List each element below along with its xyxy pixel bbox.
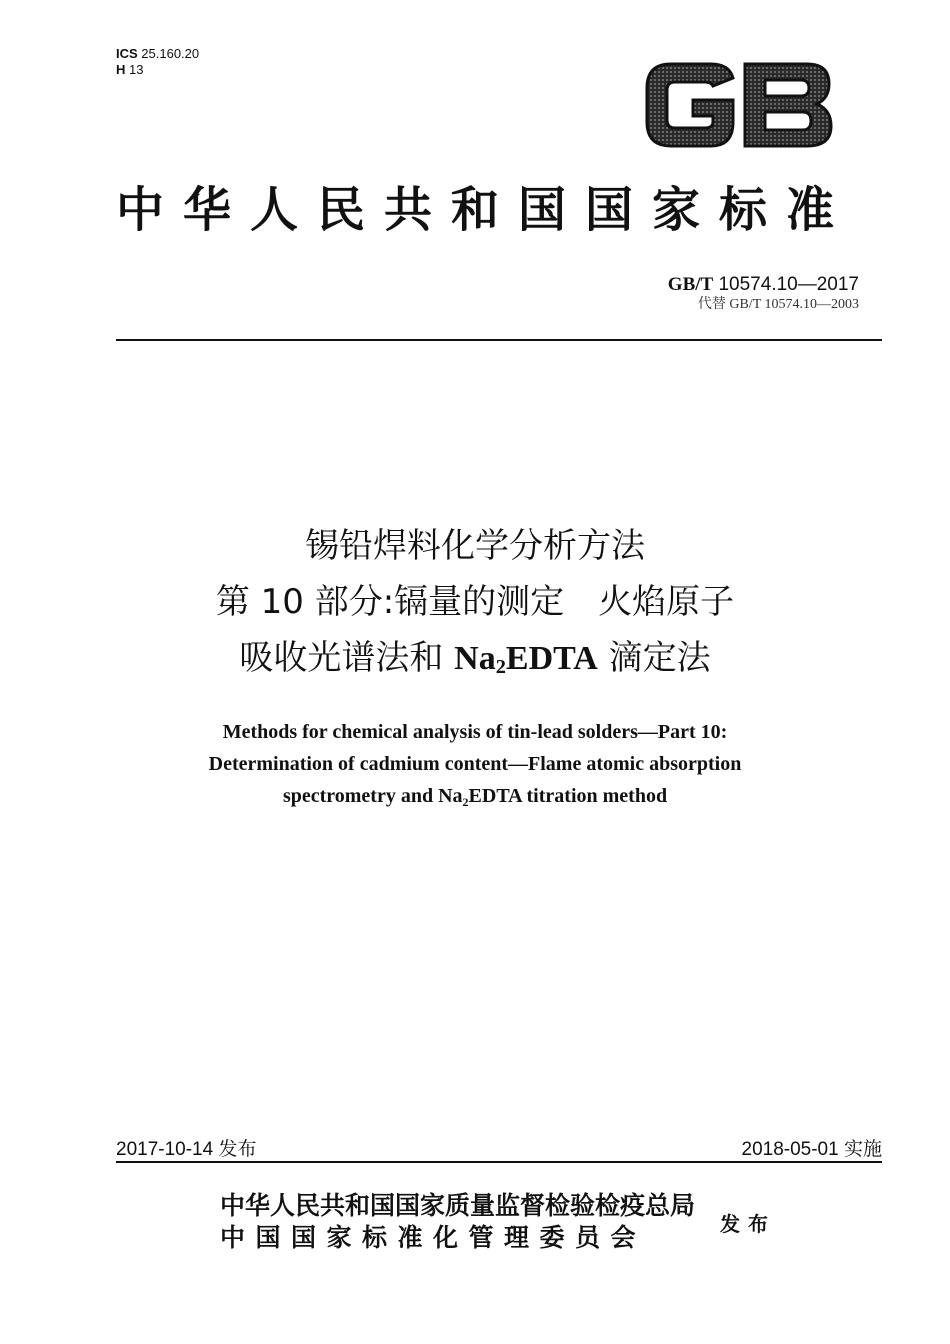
ics-line [116,46,199,62]
standard-number-value: 10574.10—2017 [718,274,859,295]
title-cn-line3 [0,630,950,695]
title-en-line3-pre: spectrometry and Na [282,785,463,807]
issuer-line2: 中国国家标准化管理委员会 [220,1223,647,1252]
issuer-line1: 中华人民共和国国家质量监督检验检疫总局 [220,1191,696,1220]
title-en-line1: Methods for chemical analysis of tin-lead solders—Part 10: [222,721,728,743]
implement-date-value: 2018-05-01 [741,1139,839,1160]
title-cn-line3-post: 滴定法 [597,638,711,678]
divider-top [116,339,882,341]
issue-date-value: 2017-10-14 [116,1139,214,1160]
page-title: 中华人民共和国国家标准 [115,182,853,238]
h-label: H [116,62,126,77]
h-code: 13 [129,62,144,77]
divider-bottom [116,1161,882,1163]
title-cn-sub: 2 [495,656,506,678]
title-english [0,716,950,818]
standard-number [668,274,859,296]
title-en-line2: Determination of cadmium content—Flame atomic absorption [208,753,742,775]
h-line [116,62,199,78]
title-chinese [0,518,950,695]
gb-logo-icon [641,58,835,152]
title-cn-line1: 锡铅焊料化学分析方法 [305,526,645,566]
title-cn-edta: EDTA [505,640,598,677]
title-en-line3-post: EDTA titration method [468,785,668,807]
title-en-sub: 2 [462,795,469,809]
standard-code: GB/T [667,274,714,295]
implement-label: 实施 [843,1138,882,1160]
title-en-line3 [0,780,950,818]
implement-date [742,1134,883,1161]
publish-label: 发布 [720,1212,776,1236]
title-cn-line3-pre: 吸收光谱法和 [239,638,455,678]
issue-date [116,1134,257,1161]
title-cn-line2: 第 10 部分:镉量的测定 火焰原子 [215,582,735,622]
ics-label: ICS [116,46,138,61]
classification-block [116,46,199,78]
title-cn-na: Na [454,640,496,677]
replaces-note: 代替 GB/T 10574.10—2003 [697,297,859,312]
ics-code: 25.160.20 [141,46,200,61]
issue-label: 发布 [218,1138,257,1160]
